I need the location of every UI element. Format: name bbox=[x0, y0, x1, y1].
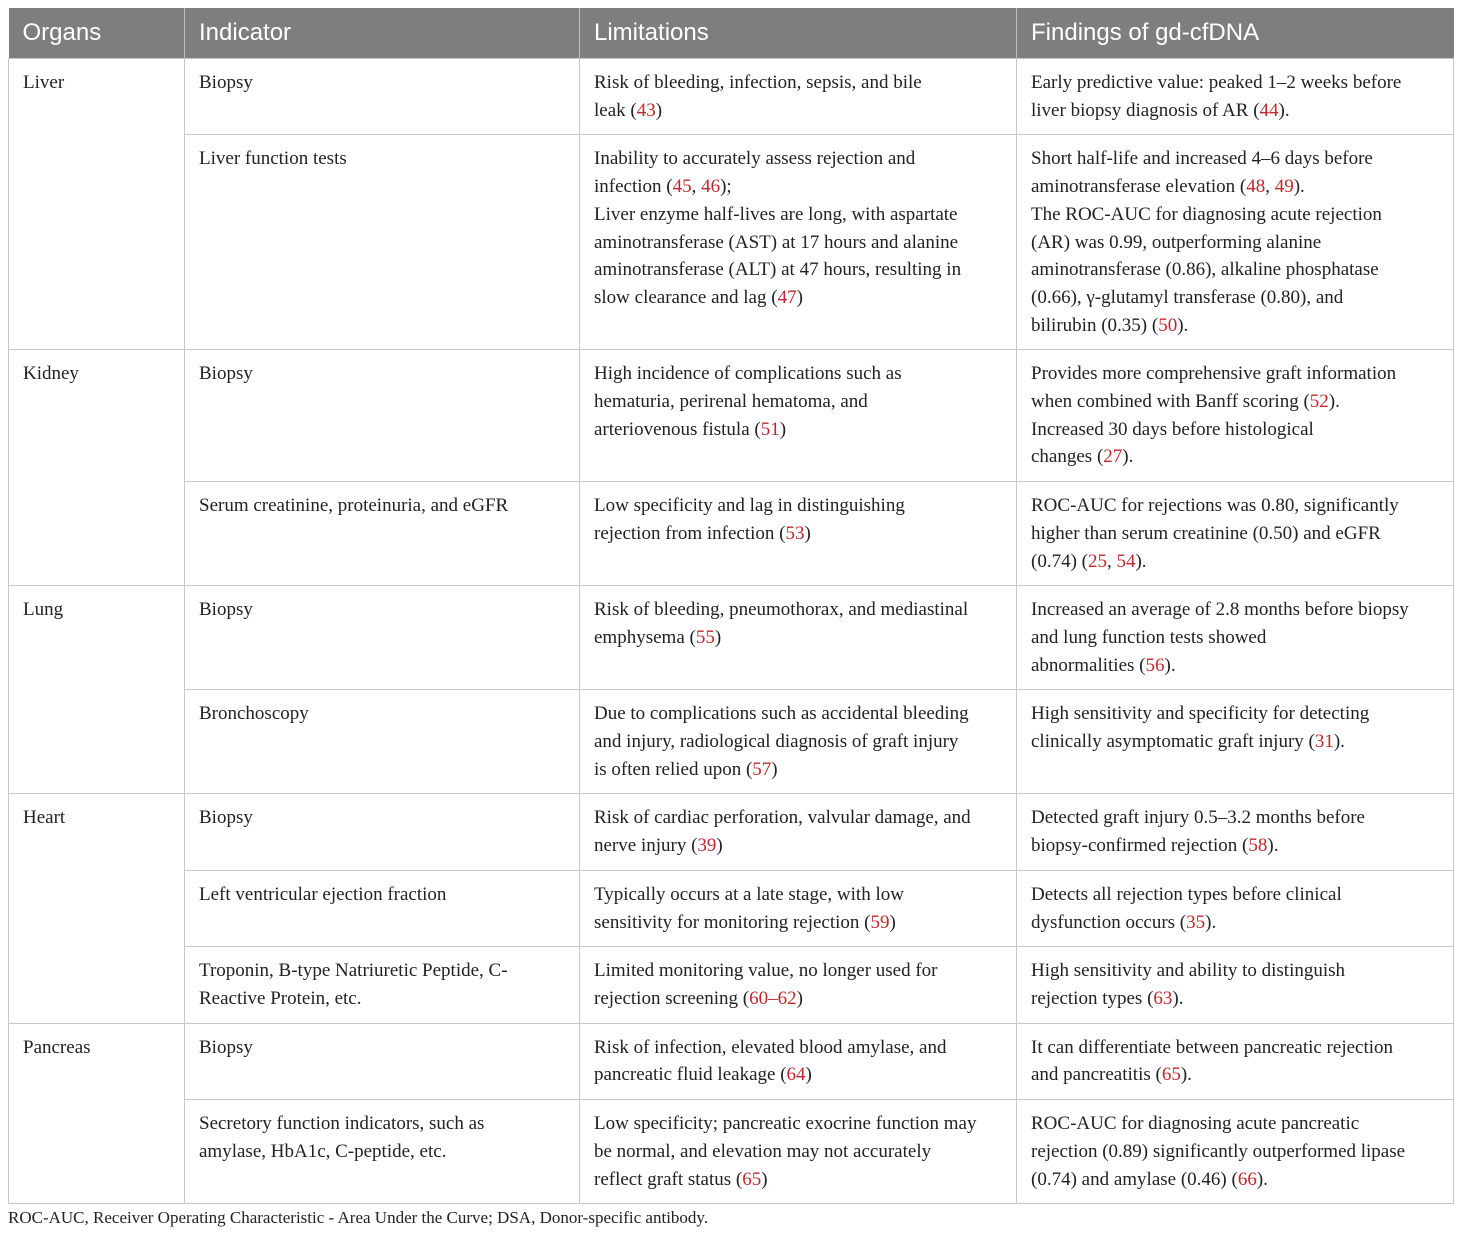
reference-link[interactable]: 25 bbox=[1087, 550, 1107, 572]
text-line bbox=[1031, 548, 1439, 576]
text-line bbox=[1031, 881, 1439, 909]
table-row bbox=[9, 1023, 1454, 1099]
text-segment: Risk of bleeding, infection, sepsis, and bile bbox=[594, 72, 922, 93]
header-indicator: Indicator bbox=[185, 8, 580, 59]
text-segment: pancreatic fluid leakage ( bbox=[594, 1064, 787, 1086]
text-line bbox=[1031, 256, 1439, 284]
text-line bbox=[1031, 1034, 1439, 1062]
text-segment: Biopsy bbox=[199, 72, 253, 93]
text-segment: High sensitivity and ability to distinguish bbox=[1031, 960, 1346, 982]
text-line bbox=[594, 596, 1002, 624]
text-segment: infection ( bbox=[594, 176, 673, 198]
text-segment: High sensitivity and specificity for detecting bbox=[1031, 703, 1370, 725]
organ-cell bbox=[9, 59, 185, 350]
reference-link[interactable]: 52 bbox=[1309, 391, 1329, 413]
text-line bbox=[199, 492, 565, 520]
reference-link[interactable]: 35 bbox=[1186, 911, 1206, 933]
text-segment: and injury, radiological diagnosis of graft injury bbox=[594, 731, 959, 753]
text-segment: ) bbox=[796, 286, 803, 308]
text-segment: ) bbox=[779, 418, 787, 440]
text-segment: ). bbox=[1267, 835, 1279, 857]
text-segment: arteriovenous fistula ( bbox=[594, 418, 761, 440]
text-line bbox=[199, 596, 565, 624]
limitations-cell bbox=[580, 690, 1017, 794]
text-segment: is often relied upon ( bbox=[594, 758, 753, 780]
text-line bbox=[199, 957, 565, 985]
text-line bbox=[594, 388, 1002, 416]
header-row bbox=[9, 8, 1454, 59]
text-segment: emphysema ( bbox=[594, 626, 696, 648]
text-segment: dysfunction occurs ( bbox=[1031, 911, 1187, 933]
text-segment: ). bbox=[1177, 314, 1189, 336]
text-segment: leak ( bbox=[594, 99, 637, 121]
organ-label: Liver bbox=[23, 72, 65, 93]
text-segment: nerve injury ( bbox=[594, 835, 698, 857]
text-segment: ) bbox=[804, 522, 811, 544]
organ-label: Kidney bbox=[23, 363, 79, 385]
indicator-cell bbox=[185, 135, 580, 350]
text-segment: , bbox=[691, 176, 702, 198]
reference-link[interactable]: 47 bbox=[777, 286, 797, 308]
text-segment: Reactive Protein, etc. bbox=[199, 987, 362, 1009]
limitations-cell bbox=[580, 794, 1017, 870]
header-findings: Findings of gd-cfDNA bbox=[1017, 8, 1454, 59]
table-footnote: ROC-AUC, Receiver Operating Characteristic - Area Under the Curve; DSA, Donor-specific antibody. bbox=[8, 1208, 709, 1227]
reference-link[interactable]: 51 bbox=[760, 418, 780, 440]
table-row bbox=[9, 586, 1454, 690]
text-segment: Biopsy bbox=[199, 363, 253, 385]
text-segment: Limited monitoring value, no longer used for bbox=[594, 960, 938, 982]
text-segment: Provides more comprehensive graft information bbox=[1031, 363, 1397, 385]
indicator-cell bbox=[185, 482, 580, 586]
text-segment: abnormalities ( bbox=[1031, 654, 1146, 676]
text-line bbox=[594, 173, 1002, 201]
text-line bbox=[1031, 443, 1439, 471]
text-line bbox=[1031, 596, 1439, 624]
text-segment: rejection types ( bbox=[1031, 987, 1154, 1009]
findings-cell bbox=[1017, 350, 1454, 482]
findings-cell bbox=[1017, 794, 1454, 870]
text-line bbox=[1031, 229, 1439, 257]
text-line bbox=[594, 69, 1002, 97]
text-line bbox=[1031, 832, 1439, 860]
text-line bbox=[199, 360, 565, 388]
text-segment: ) bbox=[716, 835, 723, 857]
text-line bbox=[1031, 69, 1439, 97]
text-line bbox=[1031, 909, 1439, 937]
organ-label: Lung bbox=[23, 599, 64, 621]
indicator-cell bbox=[185, 870, 580, 946]
findings-cell bbox=[1017, 59, 1454, 135]
organ-label: Pancreas bbox=[23, 1036, 91, 1058]
organ-label: Heart bbox=[23, 807, 66, 829]
text-segment: Troponin, B-type Natriuretic Peptide, C- bbox=[199, 960, 508, 982]
reference-link[interactable]: 50 bbox=[1158, 314, 1178, 336]
text-line bbox=[594, 832, 1002, 860]
text-segment: aminotransferase (AST) at 17 hours and alanine bbox=[594, 231, 959, 253]
text-segment: Inability to accurately assess rejection and bbox=[594, 148, 916, 170]
text-segment: Early predictive value: peaked 1–2 weeks before bbox=[1031, 72, 1402, 93]
text-line bbox=[1031, 985, 1439, 1013]
table-row bbox=[9, 59, 1454, 135]
table-row bbox=[9, 794, 1454, 870]
text-segment: High incidence of complications such as bbox=[594, 363, 902, 385]
reference-link[interactable]: 65 bbox=[742, 1168, 762, 1190]
reference-link[interactable]: 65 bbox=[1161, 1064, 1181, 1086]
indicator-cell bbox=[185, 59, 580, 135]
text-segment: reflect graft status ( bbox=[594, 1168, 743, 1190]
table-row bbox=[9, 690, 1454, 794]
indicator-cell bbox=[185, 586, 580, 690]
limitations-cell bbox=[580, 586, 1017, 690]
reference-link[interactable]: 54 bbox=[1116, 550, 1136, 572]
reference-link[interactable]: 60–62 bbox=[749, 987, 797, 1009]
text-line bbox=[594, 520, 1002, 548]
limitations-cell bbox=[580, 350, 1017, 482]
organ-cell bbox=[9, 1023, 185, 1204]
reference-link[interactable]: 55 bbox=[695, 626, 715, 648]
reference-link[interactable]: 39 bbox=[697, 835, 717, 857]
text-segment: ). bbox=[1164, 654, 1176, 676]
text-segment: aminotransferase (ALT) at 47 hours, resulting in bbox=[594, 259, 962, 281]
text-line bbox=[594, 145, 1002, 173]
text-segment: ) bbox=[796, 987, 803, 1009]
text-line bbox=[594, 728, 1002, 756]
text-segment: Risk of bleeding, pneumothorax, and mediastinal bbox=[594, 599, 969, 621]
reference-link[interactable]: 49 bbox=[1274, 176, 1294, 198]
text-segment: amylase, HbA1c, C-peptide, etc. bbox=[199, 1140, 447, 1162]
text-segment: (0.74) ( bbox=[1031, 550, 1088, 572]
text-segment: and lung function tests showed bbox=[1031, 626, 1267, 648]
text-line bbox=[594, 700, 1002, 728]
text-line bbox=[1031, 804, 1439, 832]
text-segment: Biopsy bbox=[199, 807, 253, 829]
text-segment: ). bbox=[1122, 446, 1134, 468]
table-row bbox=[9, 870, 1454, 946]
text-segment: Liver function tests bbox=[199, 148, 347, 170]
text-line bbox=[199, 804, 565, 832]
text-segment: rejection screening ( bbox=[594, 987, 750, 1009]
text-segment: Risk of cardiac perforation, valvular damage, and bbox=[594, 807, 971, 829]
text-segment: bilirubin (0.35) ( bbox=[1031, 314, 1159, 336]
text-line bbox=[594, 1166, 1002, 1194]
reference-link[interactable]: 56 bbox=[1145, 654, 1165, 676]
text-segment: rejection (0.89) significantly outperformed lipase bbox=[1031, 1140, 1406, 1162]
text-line bbox=[1031, 1138, 1439, 1166]
header-organs: Organs bbox=[9, 8, 185, 59]
text-segment: ). bbox=[1278, 99, 1290, 121]
text-segment: ) bbox=[655, 99, 663, 121]
text-line bbox=[594, 492, 1002, 520]
text-line bbox=[594, 256, 1002, 284]
findings-cell bbox=[1017, 947, 1454, 1023]
limitations-cell bbox=[580, 1023, 1017, 1099]
text-segment: Bronchoscopy bbox=[199, 703, 309, 725]
text-line bbox=[594, 804, 1002, 832]
text-line bbox=[594, 360, 1002, 388]
limitations-cell bbox=[580, 947, 1017, 1023]
text-line bbox=[199, 700, 565, 728]
findings-cell bbox=[1017, 690, 1454, 794]
text-line bbox=[199, 145, 565, 173]
text-line bbox=[1031, 284, 1439, 312]
organ-cell bbox=[9, 586, 185, 794]
text-line bbox=[199, 69, 565, 97]
text-segment: clinically asymptomatic graft injury ( bbox=[1031, 731, 1315, 753]
text-segment: ). bbox=[1172, 987, 1184, 1009]
text-segment: Short half-life and increased 4–6 days before bbox=[1031, 148, 1373, 170]
text-line bbox=[594, 909, 1002, 937]
text-segment: ROC-AUC for diagnosing acute pancreatic bbox=[1031, 1113, 1360, 1135]
text-segment: Left ventricular ejection fraction bbox=[199, 883, 447, 905]
text-segment: sensitivity for monitoring rejection ( bbox=[594, 911, 871, 933]
text-segment: higher than serum creatinine (0.50) and eGFR bbox=[1031, 522, 1381, 544]
text-line bbox=[1031, 388, 1439, 416]
text-line bbox=[1031, 201, 1439, 229]
text-line bbox=[1031, 360, 1439, 388]
limitations-cell bbox=[580, 1100, 1017, 1204]
text-segment: Detects all rejection types before clinical bbox=[1031, 883, 1342, 905]
text-line bbox=[594, 957, 1002, 985]
text-line bbox=[594, 1034, 1002, 1062]
reference-link[interactable]: 58 bbox=[1248, 835, 1268, 857]
text-line bbox=[1031, 312, 1439, 340]
indicator-cell bbox=[185, 1100, 580, 1204]
text-line bbox=[594, 756, 1002, 784]
text-segment: (AR) was 0.99, outperforming alanine bbox=[1031, 231, 1322, 253]
findings-cell bbox=[1017, 586, 1454, 690]
text-segment: Secretory function indicators, such as bbox=[199, 1113, 485, 1135]
text-line bbox=[1031, 97, 1439, 125]
table-row bbox=[9, 1100, 1454, 1204]
text-line bbox=[199, 1138, 565, 1166]
text-segment: Typically occurs at a late stage, with low bbox=[594, 883, 904, 905]
text-segment: ) bbox=[889, 911, 896, 933]
text-line bbox=[594, 284, 1002, 312]
text-segment: biopsy-confirmed rejection ( bbox=[1031, 835, 1249, 857]
reference-link[interactable]: 48 bbox=[1246, 176, 1266, 198]
text-segment: Increased an average of 2.8 months before biopsy bbox=[1031, 599, 1409, 621]
table-header bbox=[9, 8, 1454, 59]
header-limitations: Limitations bbox=[580, 8, 1017, 59]
findings-cell bbox=[1017, 1100, 1454, 1204]
text-segment: ). bbox=[1256, 1168, 1268, 1190]
text-segment: Due to complications such as accidental bleeding bbox=[594, 703, 969, 725]
text-line bbox=[594, 1110, 1002, 1138]
text-line bbox=[199, 881, 565, 909]
text-line bbox=[1031, 1061, 1439, 1089]
text-segment: aminotransferase (0.86), alkaline phosphatase bbox=[1031, 259, 1379, 281]
text-segment: Detected graft injury 0.5–3.2 months before bbox=[1031, 807, 1365, 829]
text-line bbox=[1031, 520, 1439, 548]
indicator-cell bbox=[185, 794, 580, 870]
reference-link[interactable]: 53 bbox=[785, 522, 805, 544]
organ-cell bbox=[9, 350, 185, 586]
text-segment: Serum creatinine, proteinuria, and eGFR bbox=[199, 495, 509, 517]
text-segment: ). bbox=[1293, 176, 1305, 198]
reference-link[interactable]: 27 bbox=[1103, 446, 1123, 468]
text-segment: ) bbox=[805, 1064, 812, 1086]
text-line bbox=[594, 1138, 1002, 1166]
findings-cell bbox=[1017, 482, 1454, 586]
text-segment: Liver enzyme half-lives are long, with aspartate bbox=[594, 203, 958, 225]
text-segment: The ROC-AUC for diagnosing acute rejection bbox=[1031, 203, 1382, 225]
text-line bbox=[594, 1061, 1002, 1089]
limitations-cell bbox=[580, 482, 1017, 586]
table-body bbox=[9, 59, 1454, 1204]
text-segment: (0.66), γ-glutamyl transferase (0.80), and bbox=[1031, 286, 1344, 308]
text-line bbox=[199, 1034, 565, 1062]
text-line bbox=[594, 229, 1002, 257]
reference-link[interactable]: 57 bbox=[752, 758, 772, 780]
findings-cell bbox=[1017, 870, 1454, 946]
text-segment: It can differentiate between pancreatic rejection bbox=[1031, 1036, 1394, 1058]
comparison-table bbox=[8, 8, 1454, 1204]
reference-link[interactable]: 64 bbox=[786, 1064, 806, 1086]
limitations-cell bbox=[580, 870, 1017, 946]
text-segment: , bbox=[1265, 176, 1275, 198]
indicator-cell bbox=[185, 947, 580, 1023]
text-line bbox=[1031, 173, 1439, 201]
text-segment: hematuria, perirenal hematoma, and bbox=[594, 391, 868, 413]
text-segment: Risk of infection, elevated blood amylase, and bbox=[594, 1036, 947, 1058]
text-segment: , bbox=[1106, 550, 1117, 572]
text-segment: ). bbox=[1135, 550, 1147, 572]
table-row bbox=[9, 350, 1454, 482]
indicator-cell bbox=[185, 1023, 580, 1099]
text-segment: rejection from infection ( bbox=[594, 522, 786, 544]
indicator-cell bbox=[185, 350, 580, 482]
text-segment: Low specificity and lag in distinguishing bbox=[594, 495, 905, 517]
findings-cell bbox=[1017, 1023, 1454, 1099]
text-segment: ) bbox=[714, 626, 722, 648]
text-segment: Increased 30 days before histological bbox=[1031, 418, 1314, 440]
reference-link[interactable]: 45 bbox=[672, 176, 692, 198]
limitations-cell bbox=[580, 59, 1017, 135]
text-line bbox=[1031, 700, 1439, 728]
text-segment: liver biopsy diagnosis of AR ( bbox=[1031, 99, 1260, 121]
text-segment: Low specificity; pancreatic exocrine function may bbox=[594, 1113, 977, 1135]
text-segment: aminotransferase elevation ( bbox=[1031, 176, 1247, 198]
text-line bbox=[594, 624, 1002, 652]
text-line bbox=[1031, 416, 1439, 444]
text-segment: when combined with Banff scoring ( bbox=[1031, 391, 1310, 413]
text-line bbox=[594, 97, 1002, 125]
text-line bbox=[1031, 145, 1439, 173]
reference-link[interactable]: 43 bbox=[636, 99, 656, 121]
text-segment: Biopsy bbox=[199, 1036, 253, 1058]
text-line bbox=[594, 416, 1002, 444]
table-row bbox=[9, 135, 1454, 350]
text-segment: ) bbox=[771, 758, 778, 780]
text-segment: slow clearance and lag ( bbox=[594, 286, 778, 308]
text-segment: (0.74) and amylase (0.46) ( bbox=[1031, 1168, 1238, 1190]
text-segment: ). bbox=[1328, 391, 1340, 413]
text-segment: be normal, and elevation may not accurately bbox=[594, 1140, 932, 1162]
reference-link[interactable]: 59 bbox=[870, 911, 890, 933]
reference-link[interactable]: 63 bbox=[1153, 987, 1173, 1009]
text-line bbox=[594, 201, 1002, 229]
text-line bbox=[199, 985, 565, 1013]
reference-link[interactable]: 44 bbox=[1259, 99, 1279, 121]
indicator-cell bbox=[185, 690, 580, 794]
limitations-cell bbox=[580, 135, 1017, 350]
text-line bbox=[1031, 1166, 1439, 1194]
reference-link[interactable]: 46 bbox=[701, 176, 721, 198]
text-line bbox=[199, 1110, 565, 1138]
text-segment: ); bbox=[720, 176, 732, 198]
text-line bbox=[594, 881, 1002, 909]
text-line bbox=[1031, 624, 1439, 652]
table-row bbox=[9, 947, 1454, 1023]
text-segment: ). bbox=[1180, 1064, 1192, 1086]
text-segment: changes ( bbox=[1031, 446, 1104, 468]
text-line bbox=[1031, 957, 1439, 985]
text-segment: and pancreatitis ( bbox=[1031, 1064, 1162, 1086]
text-line bbox=[1031, 728, 1439, 756]
text-line bbox=[594, 985, 1002, 1013]
text-line bbox=[1031, 1110, 1439, 1138]
text-segment: Biopsy bbox=[199, 599, 253, 621]
text-segment: ). bbox=[1205, 911, 1217, 933]
text-line bbox=[1031, 492, 1439, 520]
text-segment: ) bbox=[761, 1168, 768, 1190]
organ-cell bbox=[9, 794, 185, 1023]
table-row bbox=[9, 482, 1454, 586]
text-line bbox=[1031, 652, 1439, 680]
findings-cell bbox=[1017, 135, 1454, 350]
reference-link[interactable]: 66 bbox=[1237, 1168, 1257, 1190]
text-segment: ). bbox=[1333, 731, 1345, 753]
reference-link[interactable]: 31 bbox=[1314, 731, 1334, 753]
text-segment: ROC-AUC for rejections was 0.80, significantly bbox=[1031, 495, 1399, 517]
